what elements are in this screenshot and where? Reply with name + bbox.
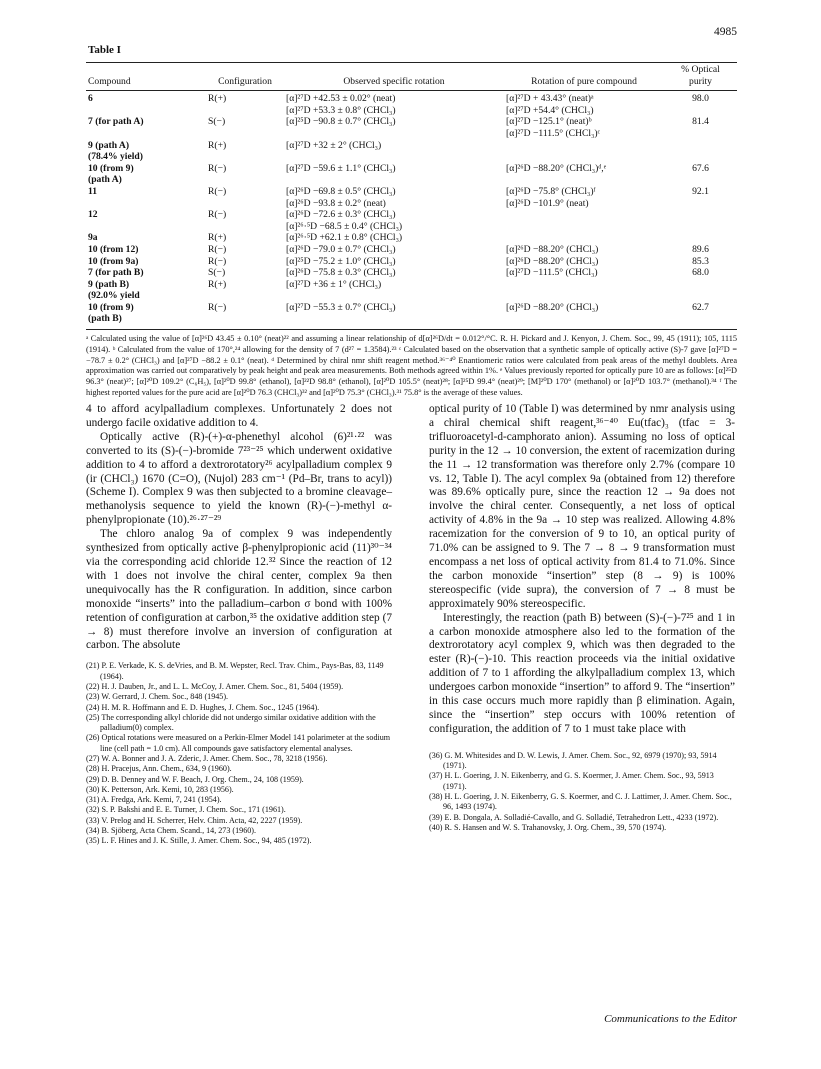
reference-item: (34) B. Sjöberg, Acta Chem. Scand., 14, 273 (1960). — [86, 826, 257, 836]
header-compound: Compound — [88, 75, 131, 87]
cell-observed-rotation: [α]²⁶·⁵D +62.1 ± 0.8° (CHCl₃) — [286, 232, 403, 244]
reference-item: (25) The corresponding alkyl chloride did not undergo similar oxidative addition with the palladium(0) complex. — [86, 712, 376, 733]
cell-compound: 10 (from 12) — [88, 243, 139, 255]
left-column — [86, 403, 392, 847]
cell-compound: 12 — [88, 209, 98, 221]
cell-observed-rotation: [α]²⁶D −79.0 ± 0.7° (CHCl₃) — [286, 243, 396, 255]
table-row — [86, 232, 737, 244]
table-row — [86, 186, 737, 209]
reference-item: (28) H. Pracejus, Ann. Chem., 634, 9 (1960). — [86, 764, 232, 774]
cell-optical-purity — [664, 140, 737, 163]
cell-optical-purity: 81.4 — [692, 116, 709, 128]
table-footnotes: ᵃ Calculated using the value of [α]²⁶D 43.45 ± 0.10° (neat)²² and assuming a linear relationship of d[α]²⁶D/dt = 0.012°/°C. R. H. Pickard and J. Kenyon, J. Chem. Soc., 99, 45 (1911); 105, 1115 (1914). ᵇ Calculated from the value of 170°,²⁴ allowing for the density of 7 (d²⁷ = 1.3584).²³ ᶜ Calculated based on the observation that a synthetic sample of optically active (S)-7 gave [α]²⁷D = −78.7 ± 0.2° (CHCl₃) and [α]²⁷D −88.2 ± 0.1° (neat). ᵈ Determined by chiral nmr shift reagent method.³⁶⁻⁴⁰ Enantiomeric ratios were calculated from peak areas of the methyl doublets. Area approximation was carried out comparatively by peak height and peak area measurements. Both methods agreed within 1%. ᵉ Values previously reported for optically pure 10 are as follows: [α]²⁵D 96.3° (neat)²⁷; [α]²⁰D 109.2° (C₆H₅), [α]²⁰D 99.8° (ethanol), [α]²²D 98.8° (ethanol), [α]²⁰D 105.5° (neat)²⁸; [α]²⁵D 99.4° (neat)²⁹; [M]²⁰D 170° (methanol) or [α]²⁰D 103.7° (methanol).³⁴ ᶠ The highest reported values for the pure acid are [α]²⁰D 76.3 (CHCl₃)³² and [α]²⁰D 75.3° (CHCl₃).³¹ 75.8° is the average of these values. — [86, 334, 737, 397]
cell-observed-rotation: [α]²⁶D −75.8 ± 0.3° (CHCl₃) — [286, 267, 396, 279]
table-row — [86, 267, 737, 279]
cell-observed-rotation: [α]²⁷D +42.53 ± 0.02° (neat) [α]²⁷D +53.3 ± 0.8° (CHCl₃) — [286, 93, 396, 116]
cell-configuration: R(−) — [208, 209, 227, 221]
right-paragraph-1: optical purity of 10 (Table I) was determined by nmr analysis using a chiral chemical shift reagent,³⁶⁻⁴⁰ Eu(tfac)₃ (tfac = 3-trifluoroacetyl-d-camphorato anion). Assuming no loss of optical purity in the 12 → 10 conversion, the extent of racemization during the 11 → 12 transformation was therefore only 2.7% (compare 10 vs. 12, Table I). The acyl complex 9a (obtained from 12) therefore was 89.6% optically pure, since the reaction 12 → 9a does not involve the chiral center. Consequently, a net loss of optical activity of 4.8% in the 9a → 10 step was realized. Allowing 4.8% racemization for the conversion of 9 to 10, an optical purity of 71.0% can be assigned to 9. The 7 → 8 → 9 transformation must encompass a net loss of optical activity from 81.4 to 71.0%. Since the carbon monoxide “insertion” step (8 → 9) is 100% stereospecific (vide supra), the conversion of 7 → 8 must be approximately 90% stereospecific. — [429, 403, 735, 610]
cell-optical-purity: 98.0 — [692, 93, 709, 105]
reference-item: (24) H. M. R. Hoffmann and E. D. Hughes, J. Chem. Soc., 1245 (1964). — [86, 702, 320, 712]
cell-configuration: S(−) — [208, 116, 226, 128]
table-container — [86, 64, 737, 330]
table-row — [86, 163, 737, 186]
reference-item: (23) W. Gerrard, J. Chem. Soc., 848 (1945). — [86, 692, 229, 702]
table-row — [86, 140, 737, 163]
cell-configuration: R(−) — [208, 185, 227, 197]
table-row — [86, 93, 737, 116]
reference-item: (37) H. L. Goering, J. N. Eikenberry, and G. S. Koermer, J. Amer. Chem. Soc., 93, 5913 (1971). — [429, 771, 714, 791]
reference-item: (40) R. S. Hansen and W. S. Trahanovsky, J. Org. Chem., 39, 570 (1974). — [429, 822, 667, 832]
cell-optical-purity: 89.6 — [692, 243, 709, 255]
cell-optical-purity: 62.7 — [692, 301, 709, 313]
header-pure-rotation: Rotation of pure compound — [531, 75, 637, 87]
left-references — [86, 661, 392, 846]
header-configuration: Configuration — [218, 75, 272, 87]
cell-compound: 6 — [88, 93, 93, 105]
cell-pure-rotation: [α]²⁶D −75.8° (CHCl₃)ᶠ [α]²⁶D −101.9° (neat) — [506, 185, 596, 209]
table-row — [86, 244, 737, 256]
reference-item: (30) K. Petterson, Ark. Kemi, 10, 283 (1956). — [86, 784, 234, 794]
cell-optical-purity: 67.6 — [692, 162, 709, 174]
reference-item: (33) V. Prelog and H. Scherrer, Helv. Chim. Acta, 42, 2227 (1959). — [86, 815, 303, 825]
right-paragraph-2: Interestingly, the reaction (path B) between (S)-(−)-7²⁵ and 1 in a carbon monoxide atmosphere also led to the formation of the dextrorotatory acyl complex 9, which was then degraded to the ester (R)-(−)-10. This reaction proceeds via the initial oxidative addition of 7 to 1 affording the alkylpalladium complex 13, which undergoes carbon monoxide “insertion” to afford 9. The “insertion” in this case occurs much more rapidly than β elimination. Again, since the “insertion” step occurs with 100% retention of configuration, the addition of 7 to 1 must take place with — [429, 611, 735, 735]
cell-observed-rotation: [α]²⁶D −69.8 ± 0.5° (CHCl₃) [α]²⁶D −93.8 ± 0.2° (neat) — [286, 185, 396, 209]
header-observed-rotation: Observed specific rotation — [343, 75, 445, 87]
table-top-rule — [86, 62, 737, 63]
cell-observed-rotation: [α]²⁷D −55.3 ± 0.7° (CHCl₃) — [286, 301, 396, 313]
cell-pure-rotation — [504, 279, 664, 302]
cell-compound: 7 (for path B) — [88, 267, 144, 279]
cell-configuration: R(−) — [208, 255, 227, 267]
cell-configuration: R(+) — [208, 139, 227, 151]
journal-footer: Communications to the Editor — [604, 1013, 737, 1025]
cell-optical-purity: 92.1 — [692, 185, 709, 197]
cell-configuration: S(−) — [208, 267, 226, 279]
cell-pure-rotation: [α]²⁷D −111.5° (CHCl₃) — [506, 267, 598, 279]
cell-compound: 10 (from 9) (path B) — [88, 301, 134, 325]
reference-item: (29) D. B. Denney and W. F. Beach, J. Org. Chem., 24, 108 (1959). — [86, 774, 304, 784]
right-references — [429, 751, 735, 833]
left-paragraph-3: The chloro analog 9a of complex 9 was independently synthesized from optically active β-phenylpropionic acid (11)³⁰⁻³⁴ via the corresponding acid chloride 12.³² Since the reaction of 12 with 1 does not involve the chiral center, complex 9a then unequivocally has the R configuration. In addition, since carbon monoxide “inserts” into the palladium–carbon σ bond with 100% retention of configuration at carbon,³⁵ the oxidative addition step (7 → 8) must therefore involve an inversion of configuration at carbon. The absolute — [86, 528, 392, 652]
table-row — [86, 302, 737, 325]
cell-observed-rotation: [α]²⁵D −75.2 ± 1.0° (CHCl₃) — [286, 255, 396, 267]
cell-compound: 9a — [88, 232, 98, 244]
cell-configuration: R(−) — [208, 243, 227, 255]
cell-pure-rotation: [α]²⁶D −88.20° (CHCl₃) — [506, 255, 599, 267]
cell-observed-rotation: [α]²⁷D +36 ± 1° (CHCl₃) — [286, 278, 382, 290]
cell-pure-rotation — [504, 209, 664, 232]
reference-item: (26) Optical rotations were measured on a Perkin-Elmer Model 141 polarimeter at the sodium line (cell path = 1.0 cm). All compounds gave satisfactory elemental analyses. — [86, 733, 391, 753]
reference-item: (36) G. M. Whitesides and D. W. Lewis, J. Amer. Chem. Soc., 92, 6979 (1970); 93, 5914 (1971). — [429, 750, 717, 771]
cell-optical-purity — [664, 232, 737, 244]
cell-configuration: R(+) — [208, 232, 227, 244]
table-title: Table I — [88, 44, 121, 56]
cell-configuration: R(−) — [208, 301, 227, 313]
cell-compound: 11 — [88, 185, 98, 197]
reference-item: (31) A. Fredga, Ark. Kemi, 7, 241 (1954). — [86, 795, 222, 805]
cell-configuration: R(+) — [208, 93, 227, 105]
table-row — [86, 116, 737, 139]
reference-item: (39) E. B. Dongala, A. Solladié-Cavallo, and G. Solladié, Tetrahedron Lett., 4233 (1972). — [429, 812, 719, 822]
cell-configuration: R(−) — [208, 162, 227, 174]
table-header-row — [86, 64, 737, 90]
cell-pure-rotation: [α]²⁷D + 43.43° (neat)ᵃ [α]²⁷D +54.4° (CHCl₃) — [506, 93, 594, 116]
header-optical-purity: % Optical purity — [681, 64, 720, 87]
right-column — [429, 403, 735, 833]
cell-pure-rotation: [α]²⁶D −88.20° (CHCl₃) — [506, 301, 599, 313]
cell-pure-rotation: [α]²⁶D −88.20° (CHCl₃)ᵈ,ᵉ — [506, 162, 607, 174]
cell-optical-purity: 85.3 — [692, 255, 709, 267]
cell-compound: 7 (for path A) — [88, 116, 144, 128]
cell-compound: 10 (from 9) (path A) — [88, 162, 134, 186]
reference-item: (21) P. E. Verkade, K. S. deVries, and B. M. Wepster, Recl. Trav. Chim., Pays-Bas, 83, 1149 (1964). — [86, 661, 384, 681]
table-row — [86, 256, 737, 268]
cell-compound: 9 (path A) (78.4% yield) — [88, 139, 143, 163]
cell-pure-rotation — [504, 140, 664, 163]
cell-observed-rotation: [α]²⁷D +32 ± 2° (CHCl₃) — [286, 139, 382, 151]
cell-configuration: R(+) — [208, 278, 227, 290]
optical-rotation-table — [86, 64, 737, 325]
table-row — [86, 209, 737, 232]
cell-pure-rotation: [α]²⁷D −125.1° (neat)ᵇ [α]²⁷D −111.5° (CHCl₃)ᶜ — [506, 116, 601, 139]
reference-item: (35) L. F. Hines and J. K. Stille, J. Amer. Chem. Soc., 94, 485 (1972). — [86, 836, 312, 846]
left-paragraph-1: 4 to afford acylpalladium complexes. Unfortunately 2 does not undergo facile oxidative addition to 4. — [86, 403, 392, 429]
page-number: 4985 — [714, 26, 737, 38]
cell-observed-rotation: [α]²⁶D −72.6 ± 0.3° (CHCl₃) [α]²⁶·⁵D −68.5 ± 0.4° (CHCl₃) — [286, 209, 403, 232]
cell-optical-purity — [664, 279, 737, 302]
cell-pure-rotation: [α]²⁶D −88.20° (CHCl₃) — [506, 243, 599, 255]
left-paragraph-2: Optically active (R)-(+)-α-phenethyl alcohol (6)²¹·²² was converted to its (S)-(−)-bromide 7²³⁻²⁵ which underwent oxidative addition to 4 to afford a dextrorotatory²⁶ acylpalladium complex 9 (ir (CHCl₃) 1670 (C=O), (Nujol) 283 cm⁻¹ (Pd–Br, trans to acyl)) (Scheme I). Complex 9 was then subjected to a bromine cleavage–methanolysis sequence to yield the known (R)-(−)-methyl α-phenylpropionate (10).²⁶·²⁷⁻²⁹ — [86, 430, 392, 527]
table-bottom-rule — [86, 329, 737, 330]
cell-observed-rotation: [α]²⁷D −59.6 ± 1.1° (CHCl₃) — [286, 162, 396, 174]
table-row — [86, 279, 737, 302]
cell-optical-purity: 68.0 — [692, 267, 709, 279]
reference-item: (32) S. P. Bakshi and E. E. Turner, J. Chem. Soc., 171 (1961). — [86, 805, 286, 815]
cell-compound: 10 (from 9a) — [88, 255, 139, 267]
reference-item: (38) H. L. Goering, J. N. Eikenberry, G. S. Koermer, and C. J. Lattimer, J. Amer. Chem. Soc., 96, 1493 (1974). — [429, 791, 732, 812]
reference-item: (27) W. A. Bonner and J. A. Zderic, J. Amer. Chem. Soc., 78, 3218 (1956). — [86, 753, 328, 763]
cell-optical-purity — [664, 209, 737, 232]
cell-pure-rotation — [504, 232, 664, 244]
cell-compound: 9 (path B) (92.0% yield — [88, 278, 140, 302]
reference-item: (22) H. J. Dauben, Jr., and L. L. McCoy, J. Amer. Chem. Soc., 81, 5404 (1959). — [86, 681, 344, 691]
cell-observed-rotation: [α]²⁵D −90.8 ± 0.7° (CHCl₃) — [286, 116, 396, 128]
